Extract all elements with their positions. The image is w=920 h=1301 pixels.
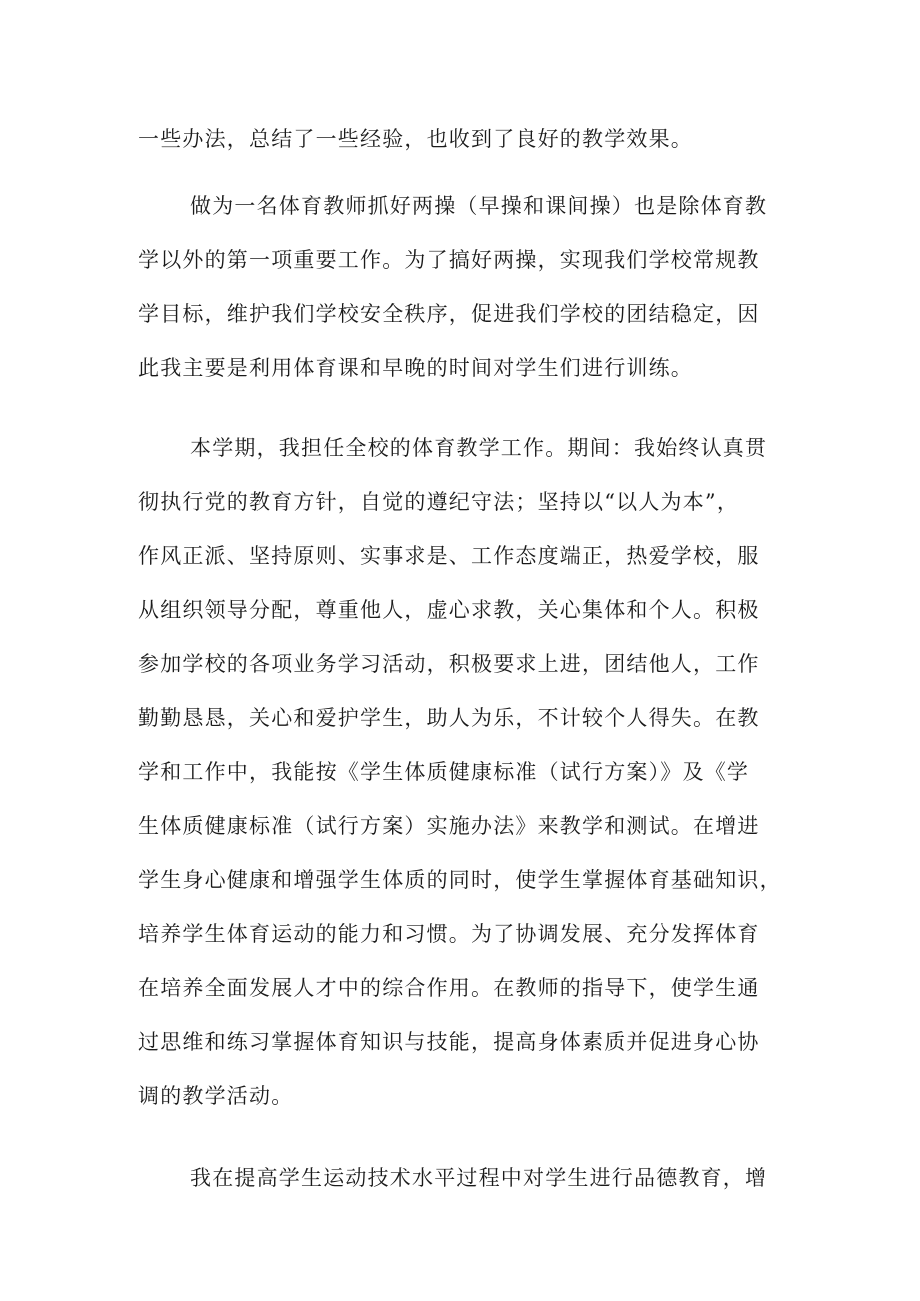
paragraph-3-line-11: 在培养全面发展人才中的综合作用。在教师的指导下，使学生通 [138,976,760,1000]
paragraph-3-line-10: 培养学生体育运动的能力和习惯。为了协调发展、充分发挥体育 [138,922,760,946]
paragraph-3-line-6: 勤勤恳恳，关心和爱护学生，助人为乐，不计较个人得失。在教 [138,706,760,730]
paragraph-3-line-13: 调的教学活动。 [138,1084,294,1108]
paragraph-3-line-9: 学生身心健康和增强学生体质的同时，使学生掌握体育基础知识， [138,868,782,892]
paragraph-3-line-5: 参加学校的各项业务学习活动，积极要求上进，团结他人，工作 [138,652,760,676]
paragraph-2-line-3: 学目标，维护我们学校安全秩序，促进我们学校的团结稳定，因 [138,302,760,326]
paragraph-2-line-1: 做为一名体育教师抓好两操（早操和课间操）也是除体育教 [190,194,768,218]
paragraph-3-line-3: 作风正派、坚持原则、实事求是、工作态度端正，热爱学校，服 [138,544,760,568]
paragraph-3-line-2: 彻执行党的教育方针，自觉的遵纪守法；坚持以“以人为本”， [138,490,740,514]
paragraph-1-line-1: 一些办法，总结了一些经验，也收到了良好的教学效果。 [138,127,693,151]
paragraph-3-line-4: 从组织领导分配，尊重他人，虚心求教，关心集体和个人。积极 [138,598,760,622]
paragraph-3-line-7: 学和工作中，我能按《学生体质健康标准（试行方案）》及《学 [138,760,750,784]
paragraph-3-line-8: 生体质健康标准（试行方案）实施办法》来教学和测试。在增进 [138,814,760,838]
paragraph-3-line-1: 本学期，我担任全校的体育教学工作。期间：我始终认真贯 [190,436,768,460]
paragraph-4-line-1: 我在提高学生运动技术水平过程中对学生进行品德教育，增 [190,1166,768,1190]
paragraph-2-line-4: 此我主要是利用体育课和早晚的时间对学生们进行训练。 [138,356,693,380]
paragraph-3-line-12: 过思维和练习掌握体育知识与技能，提高身体素质并促进身心协 [138,1030,760,1054]
paragraph-2-line-2: 学以外的第一项重要工作。为了搞好两操，实现我们学校常规教 [138,248,760,272]
